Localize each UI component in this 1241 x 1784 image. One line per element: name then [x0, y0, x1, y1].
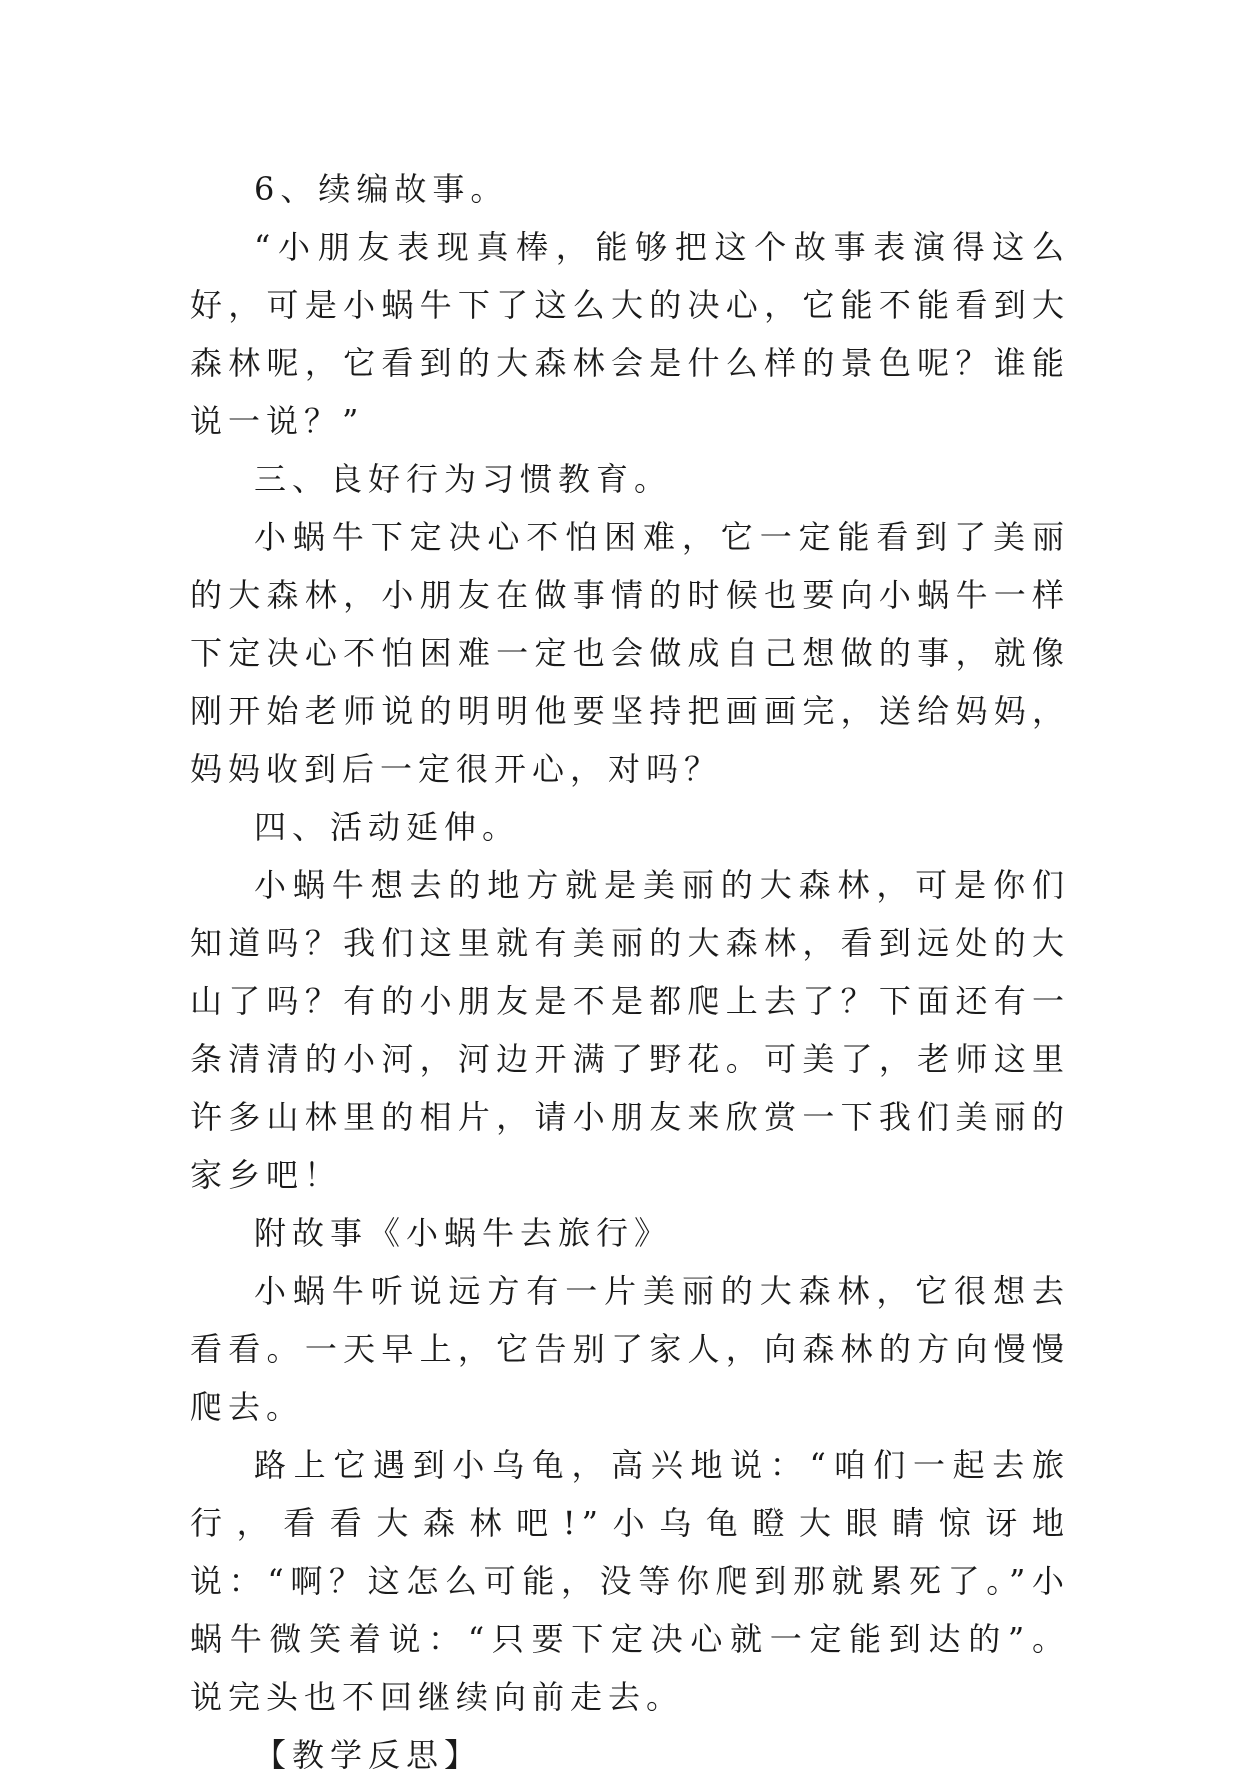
paragraph-story-2: 路上它遇到小乌龟，高兴地说：“咱们一起去旅行，看看大森林吧!”小乌龟瞪大眼睛惊讶地说：“啊？这怎么可能，没等你爬到那就累死了。”小蜗牛微笑着说：“只要下定决心就一定能到达的”。说完头也不回继续向前走去。	[190, 1446, 1070, 1716]
paragraph-story-1: 小蜗牛听说远方有一片美丽的大森林，它很想去看看。一天早上，它告别了家人，向森林的方向慢慢爬去。	[190, 1272, 1070, 1426]
section-heading-reflection: 【教学反思】	[254, 1736, 483, 1774]
paragraph-extension: 小蜗牛想去的地方就是美丽的大森林，可是你们知道吗？我们这里就有美丽的大森林，看到远处的大山了吗？有的小朋友是不是都爬上去了？下面还有一条清清的小河，河边开满了野花。可美了，老师这里许多山林里的相片，请小朋友来欣赏一下我们美丽的家乡吧！	[190, 866, 1070, 1194]
document-body	[190, 160, 1070, 1784]
section-heading-habits: 三、良好行为习惯教育。	[254, 460, 673, 498]
section-heading-continue-story: 6、续编故事。	[254, 170, 509, 208]
section-heading-extension: 四、活动延伸。	[254, 808, 521, 846]
paragraph-habits: 小蜗牛下定决心不怕困难，它一定能看到了美丽的大森林，小朋友在做事情的时候也要向小蜗牛一样下定决心不怕困难一定也会做成自己想做的事，就像刚开始老师说的明明他要坚持把画画完，送给妈妈，妈妈收到后一定很开心，对吗？	[190, 518, 1070, 788]
story-title: 附故事《小蜗牛去旅行》	[254, 1214, 673, 1252]
paragraph-teacher-prompt: “小朋友表现真棒，能够把这个故事表演得这么好，可是小蜗牛下了这么大的决心，它能不能看到大森林呢，它看到的大森林会是什么样的景色呢？谁能说一说？”	[190, 228, 1070, 440]
